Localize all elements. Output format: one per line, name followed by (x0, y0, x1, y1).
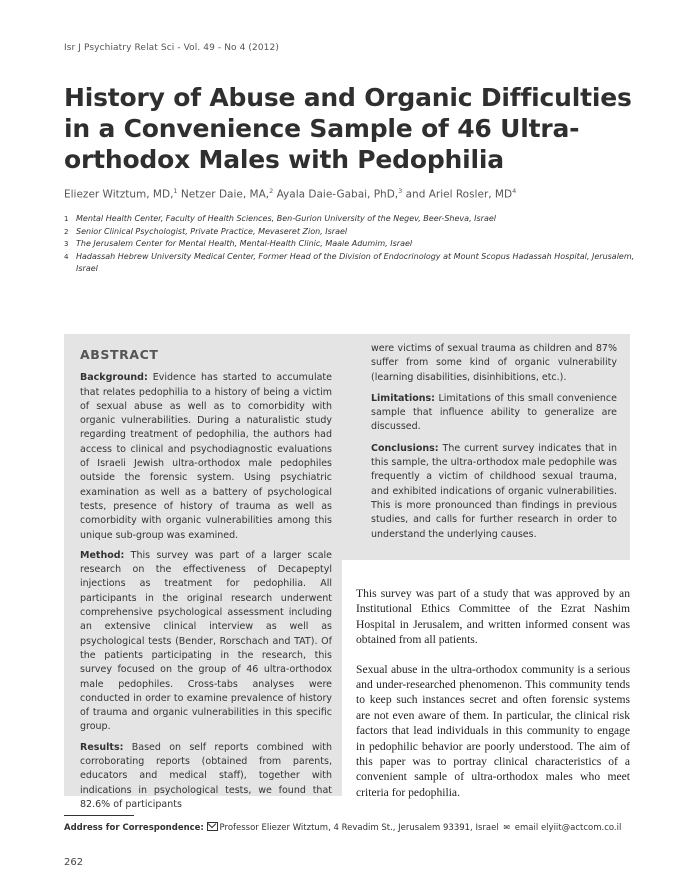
correspondence-label: Address for Correspondence: (64, 823, 204, 833)
abstract-heading: ABSTRACT (80, 347, 159, 362)
author-name: Ayala Daie-Gabai, PhD, (273, 188, 399, 201)
correspondence-text: Professor Eliezer Witztum, 4 Revadim St., Jerusalem 93391, Israel (219, 823, 499, 833)
abstract-results-continued: were victims of sexual trauma as children and 87% suffer from some kind of organic vulnerability (learning disabilities, disinhibitions, etc.). (371, 343, 617, 383)
author-affil-mark: 3 (398, 187, 403, 195)
body-text (356, 586, 630, 814)
author-affil-mark: 2 (269, 187, 274, 195)
at-icon: ✉ (503, 823, 511, 832)
affiliation: 3 The Jerusalem Center for Mental Health, Mental-Health Clinic, Maale Adumim, Israel (64, 239, 413, 248)
body-paragraph: Sexual abuse in the ultra-orthodox community is a serious and under-researched phenomenon. This community tends to keep such instances secret and often forensic systems are not even aware of them. In particular, the clinical risk factors that lead individuals in this community to engage in pedophilic behavior are poorly understood. The aim of this paper was to portray clinical characteristics of a convenient sample of ultra-orthodox males who meet criteria for pedophilia. (356, 662, 630, 799)
correspondence-address (64, 822, 664, 833)
author-affil-mark: 4 (512, 187, 517, 195)
author-name: Netzer Daie, MA, (177, 188, 270, 201)
author-name: Eliezer Witztum, MD, (64, 188, 174, 201)
footnote-rule (64, 815, 134, 816)
author-list (64, 187, 664, 201)
abstract-conclusions: Conclusions: The current survey indicates that in this sample, the ultra-orthodox male pedophile was frequently a victim of childhood sexual trauma, and exhibited indications of organic vulnerabilities. This is more pronounced than findings in previous studies, and calls for further research in order to understand the underlying causes. (371, 442, 617, 540)
article-title: History of Abuse and Organic Difficulties in a Convenience Sample of 46 Ultra-orthodox Males with Pedophilia (64, 83, 632, 174)
abstract-results: Results: Based on self reports combined with corroborating reports (obtained from parents, educators and medical staff), together with indications in psychological tests, we found that 82.6% of participants (80, 741, 332, 810)
body-paragraph: This survey was part of a study that was approved by an Institutional Ethics Committee of the Ezrat Nashim Hospital in Jerusalem, and written informed consent was obtained from all patients. (356, 587, 630, 647)
page-number: 262 (64, 857, 84, 868)
abstract-right-column (371, 342, 617, 549)
journal-citation: Isr J Psychiatry Relat Sci - Vol. 49 - No 4 (2012) (64, 43, 279, 53)
author-affil-mark: 1 (173, 187, 178, 195)
affiliation: 2 Senior Clinical Psychologist, Private Practice, Mevaseret Zion, Israel (64, 226, 348, 236)
affiliation: 4 Hadassah Hebrew University Medical Center, Former Head of the Division of Endocrinology at Mount Scopus Hadassah Hospital, Jerusalem, Israel (64, 251, 635, 273)
abstract-left-column (80, 348, 332, 818)
email-address[interactable]: elyiit@actcom.co.il (540, 823, 622, 833)
abstract-method: Method: This survey was part of a larger scale research on the effectiveness of Decapeptyl injections as treatment for pedophilia. All participants in the original research underwent comprehensive psychological assessment including an extensive clinical interview as well as psychological tests (Bender, Rorschach and TAT). Of the patients participating in the research, this survey focused on the group of 46 ultra-orthodox male pedophiles. Cross-tabs analyses were conducted in order to examine prevalence of history of trauma and organic vulnerabilities in this specific group. (80, 549, 332, 733)
envelope-icon (207, 822, 218, 831)
abstract-background: Background: Evidence has started to accumulate that relates pedophilia to a history of being a victim of sexual abuse as well as to comorbidity with organic vulnerabilities. During a naturalistic study regarding treatment of pedophilia, the authors had access to clinical and psychodiagnostic evaluations of Israeli Jewish ultra-orthodox male pedophiles outside the forensic system. Using psychiatric examination as well as a battery of psychological tests, presence of history of trauma as well as comorbidity with organic vulnerabilities among this unique sub-group was examined. (80, 372, 332, 541)
author-name: and Ariel Rosler, MD (402, 188, 513, 201)
email-label: email (514, 823, 539, 833)
affiliation: 1 Mental Health Center, Faculty of Health Sciences, Ben-Gurion University of the Negev, Beer-Sheva, Israel (64, 214, 497, 223)
abstract-limitations: Limitations: Limitations of this small convenience sample that influence ability to generalize are discussed. (371, 392, 617, 433)
affiliation-list (64, 213, 644, 276)
